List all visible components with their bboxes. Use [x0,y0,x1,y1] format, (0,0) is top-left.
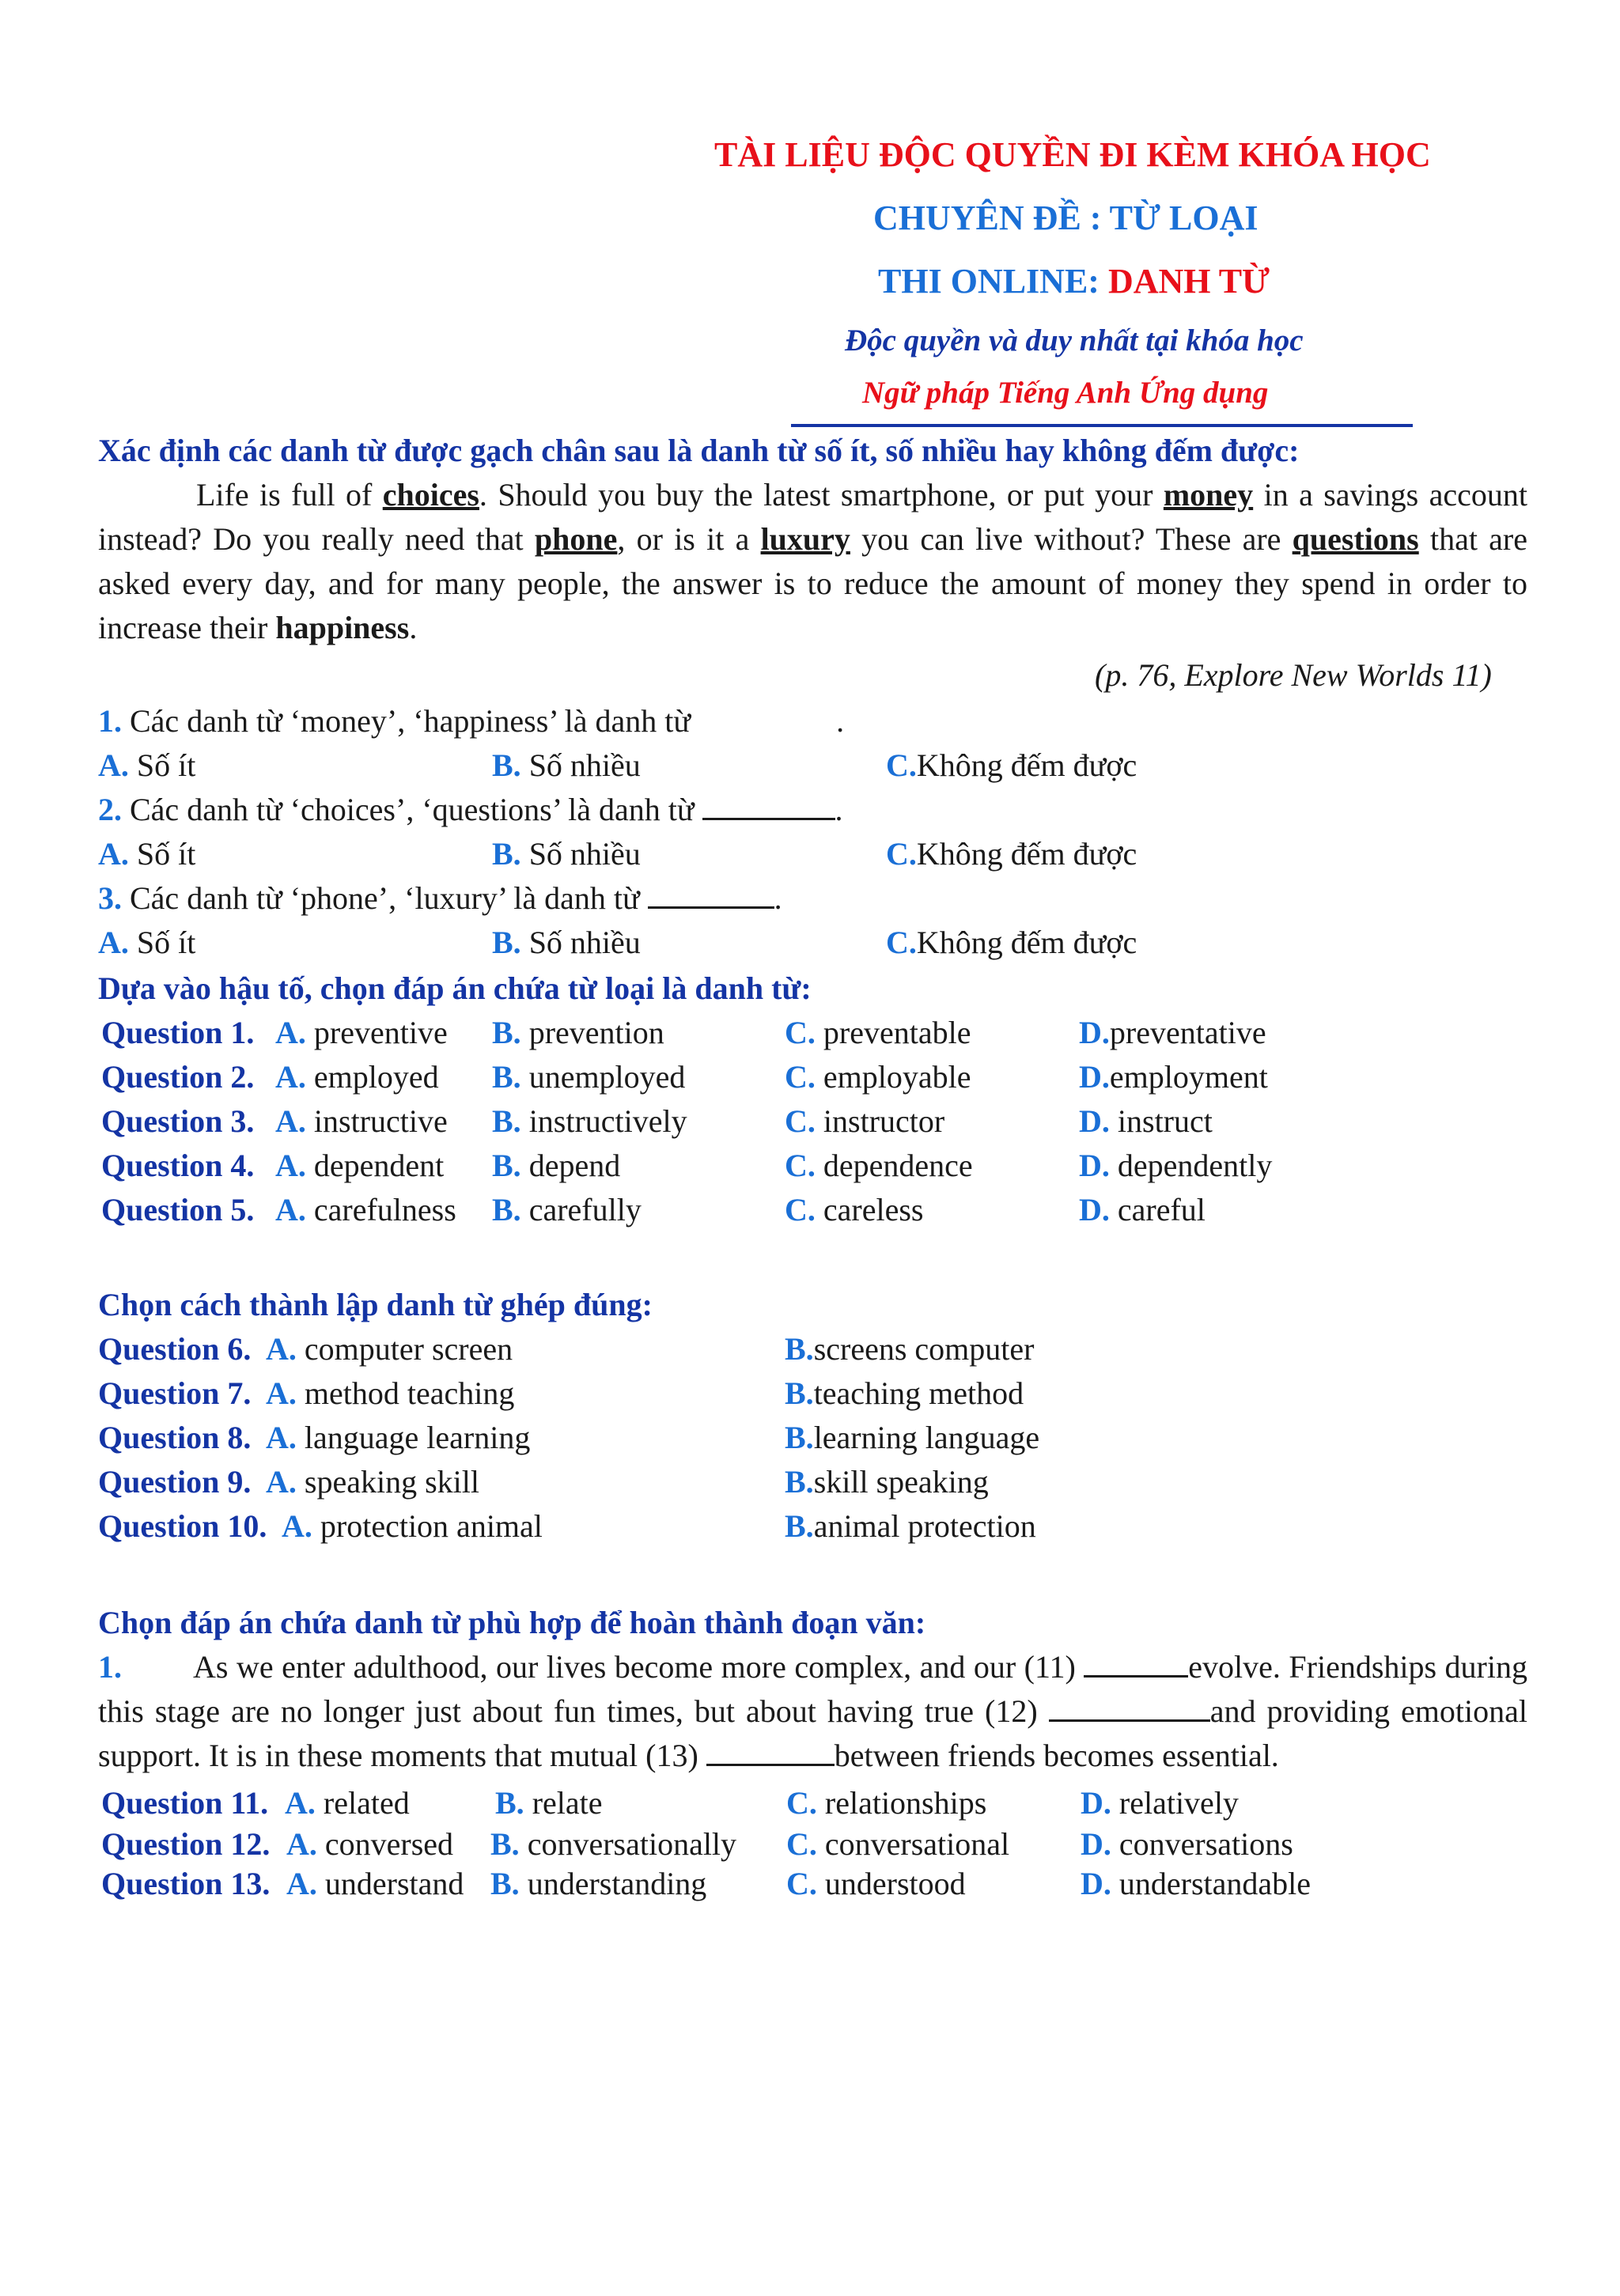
option-letter: B. [492,747,521,783]
option-text: skill speaking [813,1464,989,1500]
option-text: Số nhiều [528,925,641,960]
section1-passage [98,473,1527,650]
option-letter: B. [490,1826,520,1862]
question-1 [98,702,844,739]
passage-text: , or is it a [617,521,761,557]
option-text: preventable [823,1015,971,1050]
option-letter: B. [785,1375,814,1411]
option-c[interactable] [886,747,1137,784]
answer-option[interactable] [785,1507,1036,1545]
option-letter: A. [286,1826,317,1862]
answer-option[interactable] [495,1784,603,1821]
option-text: instructive [313,1103,448,1139]
option-letter: B. [785,1331,814,1367]
option-letter: A. [275,1103,306,1139]
passage-text: evolve. Friendships during this stage are no longer just about fun times, but about having true (12) [98,1649,1527,1729]
option-letter: A. [282,1508,312,1544]
question-number: 2. [98,792,122,827]
option-text: teaching method [813,1375,1024,1411]
option-text: prevention [528,1015,664,1050]
option-text: understand [324,1866,464,1901]
option-letter: A. [285,1785,316,1821]
option-text: careless [823,1192,924,1227]
option-text: Không đếm được [916,836,1137,872]
answer-option[interactable] [785,1191,923,1228]
option-text: language learning [304,1420,531,1455]
section1-title: Xác định các danh từ được gạch chân sau là danh từ số ít, số nhiều hay không đếm được: [98,433,1300,468]
option-text: learning language [813,1420,1040,1455]
question-end: . [835,792,843,827]
answer-option[interactable] [785,1103,944,1140]
option-a[interactable] [98,835,195,872]
option-letter: A. [98,836,129,872]
answer-option[interactable] [785,1375,1024,1412]
option-letter: B. [492,1192,521,1227]
header-title: TÀI LIỆU ĐỘC QUYỀN ĐI KÈM KHÓA HỌC [714,135,1431,174]
option-text: understanding [527,1866,707,1901]
passage-text: . [409,610,418,645]
option-letter: D. [1081,1866,1111,1901]
passage-text: in a savings account instead? Do you really need that [98,477,1527,557]
option-letter: B. [495,1785,524,1821]
header-test-topic: DANH TỪ [1107,262,1270,301]
option-text: Không đếm được [916,747,1137,783]
option-letter: D. [1081,1826,1111,1862]
answer-option[interactable] [286,1865,464,1902]
option-letter: A. [266,1331,297,1367]
option-letter: B. [785,1420,814,1455]
answer-option[interactable] [785,1147,973,1184]
option-text: dependently [1117,1148,1273,1183]
option-text: speaking skill [304,1464,479,1500]
answer-option[interactable] [275,1191,456,1228]
option-letter: C. [785,1015,816,1050]
option-text: Số ít [136,925,196,960]
answer-option[interactable] [266,1375,514,1412]
question-label: Question 11. [101,1785,269,1821]
option-text: Số nhiều [528,836,641,872]
option-text: related [323,1785,410,1821]
option-letter: B. [492,925,521,960]
answer-option[interactable] [275,1103,448,1140]
underlined-noun: luxury [760,521,850,557]
option-letter: B. [492,1148,521,1183]
answer-option[interactable] [490,1825,736,1863]
question-label: Question 6. [98,1331,252,1367]
option-text: understood [824,1866,966,1901]
answer-option[interactable] [1081,1784,1239,1821]
option-text: Số nhiều [528,747,641,783]
blank-13[interactable] [706,1738,835,1766]
answer-option[interactable] [286,1825,453,1863]
question-label: Question 7. [98,1375,252,1411]
option-text: dependence [823,1148,973,1183]
answer-option[interactable] [1081,1865,1311,1902]
header-test-prefix: THI ONLINE: [878,262,1108,301]
header-test [878,261,1270,301]
option-letter: B. [492,836,521,872]
answer-option[interactable] [1079,1103,1213,1140]
option-text: computer screen [304,1331,513,1367]
option-text: employed [313,1059,439,1095]
section4-title: Chọn đáp án chứa danh từ phù hợp để hoàn thành đoạn văn: [98,1605,926,1640]
option-text: dependent [313,1148,445,1183]
option-c[interactable] [886,924,1137,961]
option-text: understandable [1118,1866,1312,1901]
bold-noun: happiness [275,610,410,645]
option-text: screens computer [813,1331,1035,1367]
option-letter: B. [492,1059,521,1095]
answer-option[interactable] [785,1330,1034,1367]
answer-option[interactable] [275,1014,448,1051]
question-number: 3. [98,880,122,916]
passage-text: As we enter adulthood, our lives become more complex, and our (11) [193,1649,1084,1685]
answer-option[interactable] [1079,1191,1206,1228]
header-exclusive: Độc quyền và duy nhất tại khóa học [845,323,1304,357]
option-text: Số ít [136,836,196,872]
option-letter: C. [786,1826,817,1862]
option-text: relate [532,1785,603,1821]
answer-blank[interactable] [648,881,774,909]
question-label: Question 4. [101,1148,255,1183]
option-letter: D. [1081,1785,1111,1821]
option-text: instructor [823,1103,945,1139]
option-a[interactable] [98,924,195,961]
option-text: relatively [1118,1785,1239,1821]
option-b[interactable] [492,747,641,784]
answer-option[interactable] [275,1147,444,1184]
option-letter: A. [98,747,129,783]
answer-option[interactable] [282,1507,543,1545]
question-3 [98,879,782,917]
option-letter: A. [266,1375,297,1411]
option-text: conversationally [527,1826,737,1862]
option-letter: A. [275,1148,306,1183]
answer-option[interactable] [785,1419,1039,1456]
option-text: depend [528,1148,621,1183]
option-letter: A. [266,1464,297,1500]
option-letter: B. [785,1464,814,1500]
option-text: protection animal [320,1508,543,1544]
question-label: Question 10. [98,1508,267,1544]
option-letter: A. [275,1015,306,1050]
question-label: Question 3. [101,1103,255,1139]
question-text: Các danh từ ‘choices’, ‘questions’ là danh từ [130,792,695,827]
passage-text: between friends becomes essential. [834,1738,1279,1773]
option-text: employment [1109,1059,1268,1095]
question-2 [98,791,843,828]
option-letter: C. [786,1866,817,1901]
option-text: conversational [824,1826,1010,1862]
answer-blank[interactable] [702,792,835,820]
option-letter: A. [275,1192,306,1227]
header-topic: CHUYÊN ĐỀ : TỪ LOẠI [873,199,1259,237]
section4-passage [98,1645,1527,1778]
passage-source: (p. 76, Explore New Worlds 11) [1095,657,1492,693]
option-letter: A. [286,1866,317,1901]
question-label: Question 12. [101,1826,271,1862]
question-label: Question 5. [101,1192,255,1227]
option-letter: B. [492,1103,521,1139]
answer-option[interactable] [785,1014,971,1051]
option-text: method teaching [304,1375,515,1411]
option-letter: D. [1079,1059,1110,1095]
underlined-noun: questions [1292,521,1419,557]
option-letter: C. [785,1103,816,1139]
passage-number: 1. [98,1649,122,1685]
answer-option[interactable] [786,1865,966,1902]
question-number: 1. [98,703,122,739]
underlined-noun: phone [534,521,618,557]
question-end: . [836,703,845,739]
option-text: employable [823,1059,971,1095]
answer-option[interactable] [786,1825,1009,1863]
option-b[interactable] [492,835,641,872]
answer-option[interactable] [492,1103,687,1140]
question-label: Question 13. [101,1866,271,1901]
option-letter: A. [275,1059,306,1095]
answer-option[interactable] [492,1147,620,1184]
answer-option[interactable] [266,1419,530,1456]
option-letter: C. [886,836,917,872]
question-text: Các danh từ ‘phone’, ‘luxury’ là danh từ [130,880,640,916]
answer-option[interactable] [785,1058,971,1095]
blank-12[interactable] [1049,1694,1210,1722]
answer-option[interactable] [492,1058,685,1095]
option-text: carefulness [313,1192,456,1227]
option-letter: C. [886,747,917,783]
option-letter: C. [785,1192,816,1227]
option-letter: D. [1079,1015,1110,1050]
answer-option[interactable] [492,1191,642,1228]
passage-text: you can live without? These are [850,521,1293,557]
answer-option[interactable] [1081,1825,1293,1863]
answer-option[interactable] [285,1784,410,1821]
option-text: preventive [313,1015,448,1050]
underlined-noun: choices [382,477,479,513]
answer-option[interactable] [275,1058,439,1095]
option-letter: C. [785,1148,816,1183]
passage-text: and providing emotional support. It is in these moments that mutual (13) [98,1693,1528,1773]
question-label: Question 2. [101,1059,255,1095]
passage-text: . Should you buy the latest smartphone, or put your [479,477,1164,513]
section2-title: Dựa vào hậu tố, chọn đáp án chứa từ loại là danh từ: [98,970,812,1006]
answer-option[interactable] [1079,1014,1266,1051]
header-divider [791,424,1413,427]
question-text: Các danh từ ‘money’, ‘happiness’ là danh từ [130,703,691,739]
answer-option[interactable] [492,1014,664,1051]
answer-option[interactable] [266,1330,513,1367]
question-end: . [774,880,782,916]
option-a[interactable] [98,747,195,784]
option-b[interactable] [492,924,641,961]
option-text: carefully [528,1192,642,1227]
answer-option[interactable] [1079,1147,1272,1184]
option-text: unemployed [528,1059,686,1095]
option-letter: B. [785,1508,814,1544]
question-label: Question 8. [98,1420,252,1455]
option-c[interactable] [886,835,1137,872]
option-text: conversed [324,1826,454,1862]
option-letter: B. [492,1015,521,1050]
option-letter: A. [98,925,129,960]
answer-option[interactable] [1079,1058,1268,1095]
section3-title: Chọn cách thành lập danh từ ghép đúng: [98,1287,653,1322]
answer-option[interactable] [786,1784,986,1821]
option-letter: B. [490,1866,520,1901]
option-letter: D. [1079,1103,1110,1139]
option-text: animal protection [813,1508,1036,1544]
option-text: relationships [824,1785,987,1821]
question-label: Question 1. [101,1015,255,1050]
blank-11[interactable] [1084,1650,1188,1678]
option-letter: D. [1079,1148,1110,1183]
passage-text: Life is full of [196,477,383,513]
option-letter: C. [785,1059,816,1095]
option-letter: D. [1079,1192,1110,1227]
answer-option[interactable] [266,1463,479,1500]
underlined-noun: money [1163,477,1254,513]
header-course: Ngữ pháp Tiếng Anh Ứng dụng [862,376,1269,410]
question-label: Question 9. [98,1464,252,1500]
option-letter: C. [886,925,917,960]
option-text: preventative [1109,1015,1266,1050]
option-text: instructively [528,1103,687,1139]
option-text: Số ít [136,747,196,783]
option-text: careful [1117,1192,1206,1227]
answer-option[interactable] [490,1865,706,1902]
option-text: instruct [1117,1103,1213,1139]
answer-option[interactable] [785,1463,989,1500]
passage-text: that are asked every day, and for many people, the answer is to reduce the amount of money they spend in order to increase their [98,521,1527,645]
option-text: conversations [1118,1826,1293,1862]
option-text: Không đếm được [916,925,1137,960]
option-letter: A. [266,1420,297,1455]
option-letter: C. [786,1785,817,1821]
